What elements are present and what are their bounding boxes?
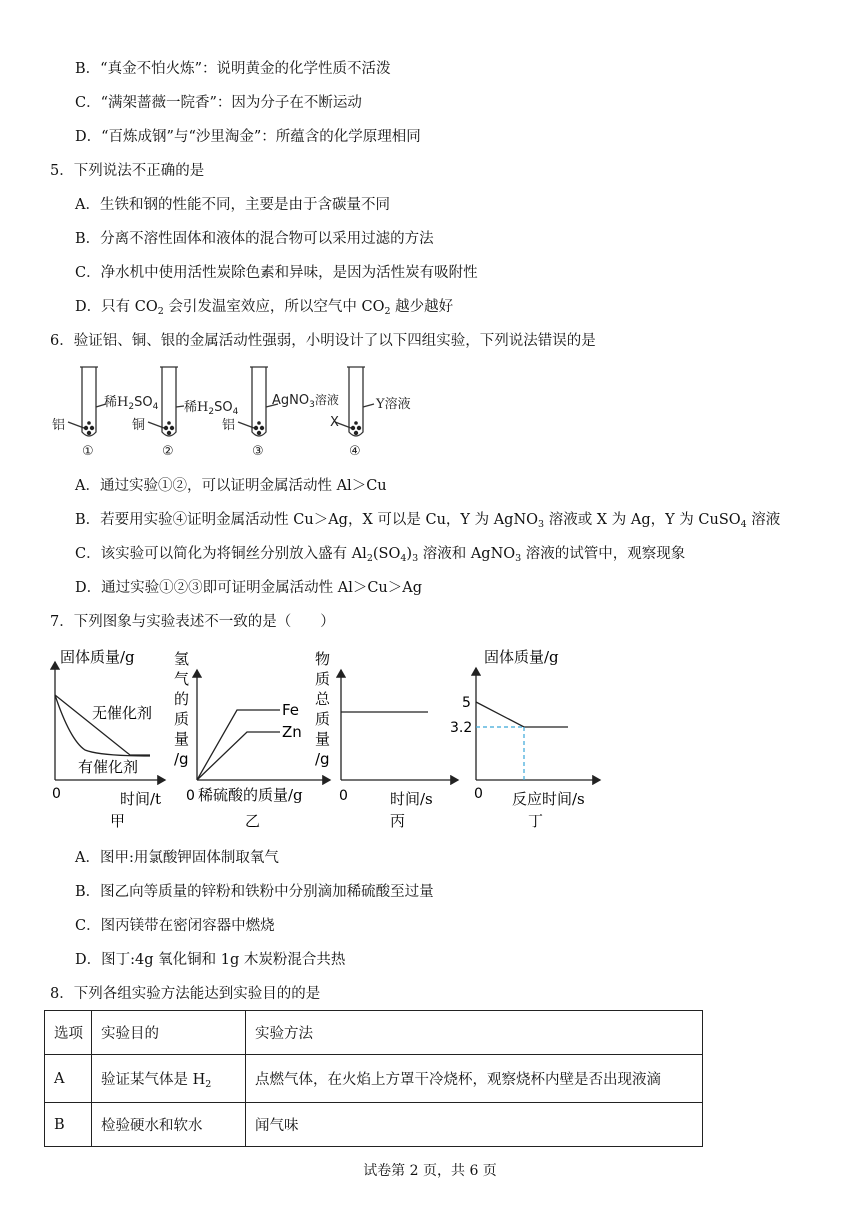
graph-jia	[52, 648, 165, 830]
svg-text:质: 质	[315, 670, 331, 688]
header-method: 实验方法	[246, 1011, 703, 1055]
table-row	[45, 1055, 703, 1103]
yi-zn-line	[197, 732, 280, 780]
q4-option-c: C．“满架蔷薇一院香”：因为分子在不断运动	[75, 95, 362, 111]
header-option: 选项	[45, 1011, 92, 1055]
graph-ding	[450, 648, 600, 830]
tube4-metal-label: X	[330, 415, 339, 430]
tube1-metal-label: 铝	[52, 418, 66, 433]
q8-table	[44, 1010, 703, 1147]
yi-zn-label: Zn	[282, 723, 302, 741]
graph-bing	[315, 650, 458, 830]
tube3-number: ③	[252, 444, 264, 459]
q5-option-d: D．只有 $CO_2$ 会引发温室效应，所以空气中 $CO_2$ 越少越好	[75, 299, 454, 317]
q6-option-a: A．通过实验①②，可以证明金属活动性 Al＞Cu	[75, 478, 387, 494]
ding-tick-3-2: 3.2	[450, 720, 473, 736]
q7-option-d: D．图丁:4g 氧化铜和 1g 木炭粉混合共热	[75, 952, 346, 968]
q4-option-b: B．“真金不怕火炼”：说明黄金的化学性质不活泼	[75, 61, 391, 77]
svg-text:量: 量	[174, 730, 190, 748]
svg-text:物: 物	[315, 650, 331, 668]
yi-x-label: 稀硫酸的质量/g	[198, 786, 303, 804]
q5-option-c: C．净水机中使用活性炭除色素和异味，是因为活性炭有吸附性	[75, 265, 478, 281]
ding-mass-line	[476, 702, 568, 727]
ding-tick-5: 5	[462, 695, 471, 711]
table-header-row	[45, 1011, 703, 1055]
svg-text:量: 量	[315, 730, 331, 748]
tube2-reagent-label: 稀$H_2SO_4$	[184, 400, 239, 417]
header-goal: 实验目的	[92, 1011, 246, 1055]
svg-text:气: 气	[174, 670, 190, 688]
row-method: 闻气味	[246, 1103, 703, 1147]
q7-stem: 7．下列图象与实验表述不一致的是（ ）	[50, 614, 335, 630]
svg-text:的: 的	[174, 690, 190, 708]
q7-option-b: B．图乙向等质量的锌粉和铁粉中分别滴加稀硫酸至过量	[75, 884, 434, 900]
row-goal: 验证某气体是 $H_2$	[92, 1055, 246, 1103]
tube2-number: ②	[162, 444, 174, 459]
q5-option-b: B．分离不溶性固体和液体的混合物可以采用过滤的方法	[75, 231, 434, 247]
graph-yi	[174, 650, 330, 830]
row-option: A	[45, 1055, 92, 1103]
tube1-reagent-label: 稀$H_2SO_4$	[104, 395, 159, 412]
q7-graphs-figure	[40, 640, 620, 832]
tube2-metal-label: 铜	[132, 418, 146, 433]
jia-line2-label: 有催化剂	[78, 758, 139, 776]
bing-title: 丙	[390, 812, 406, 830]
tube3-metal-label: 铝	[222, 418, 236, 433]
q5-stem: 5．下列说法不正确的是	[50, 163, 205, 179]
svg-text:总: 总	[315, 690, 331, 708]
ding-y-label: 固体质量/g	[484, 648, 559, 666]
svg-text:质: 质	[315, 710, 331, 728]
jia-x-label: 时间/t	[120, 790, 162, 808]
yi-title: 乙	[245, 812, 261, 830]
row-goal: 检验硬水和软水	[92, 1103, 246, 1147]
q5-option-a: A．生铁和钢的性能不同，主要是由于含碳量不同	[75, 197, 390, 213]
jia-origin: 0	[52, 786, 61, 802]
ding-x-label: 反应时间/s	[512, 790, 585, 808]
yi-fe-line	[197, 710, 280, 780]
q6-option-d: D．通过实验①②③即可证明金属活动性 Al＞Cu＞Ag	[75, 580, 423, 596]
yi-origin: 0	[186, 788, 195, 804]
jia-y-label: 固体质量/g	[60, 648, 135, 666]
ding-origin: 0	[474, 786, 483, 802]
bing-x-label: 时间/s	[390, 790, 433, 808]
q6-option-c: C．该实验可以简化为将铜丝分别放入盛有 $Al_2(SO_4)_3$ 溶液和 AgNO$_3$ 溶液的试管中，观察现象	[75, 546, 686, 564]
q4-option-d: D．“百炼成钢”与“沙里淘金”：所蕴含的化学原理相同	[75, 129, 421, 145]
q7-option-c: C．图丙镁带在密闭容器中燃烧	[75, 918, 275, 934]
q8-stem: 8．下列各组实验方法能达到实验目的的是	[50, 986, 321, 1002]
bing-y-label	[315, 650, 331, 768]
q7-option-a: A．图甲:用氯酸钾固体制取氧气	[75, 850, 279, 866]
tube4-reagent-label: Y溶液	[376, 397, 411, 412]
row-method: 点燃气体，在火焰上方罩干冷烧杯，观察烧杯内壁是否出现液滴	[246, 1055, 703, 1103]
page-footer: 试卷第 2 页，共 6 页	[363, 1163, 497, 1179]
ding-title: 丁	[528, 812, 544, 830]
svg-text:/g: /g	[174, 750, 189, 768]
tube1-number: ①	[82, 444, 94, 459]
q6-stem: 6．验证铝、铜、银的金属活动性强弱，小明设计了以下四组实验，下列说法错误的是	[50, 333, 596, 349]
yi-fe-label: Fe	[282, 701, 300, 719]
row-option: B	[45, 1103, 92, 1147]
table-row	[45, 1103, 703, 1147]
bing-origin: 0	[339, 788, 348, 804]
svg-text:氢: 氢	[174, 650, 190, 668]
tube3-reagent-label: AgNO$_3$溶液	[272, 393, 339, 410]
q6-test-tube-figure	[48, 362, 428, 460]
yi-y-label	[174, 650, 189, 768]
jia-line1-label: 无催化剂	[92, 704, 153, 722]
jia-title: 甲	[110, 812, 126, 830]
q6-option-b: B．若要用实验④证明金属活动性 Cu＞Ag，X 可以是 Cu，Y 为 AgNO$_3$ 溶液或 X 为 Ag，Y 为 CuSO$_4$ 溶液	[75, 512, 781, 530]
svg-text:质: 质	[174, 710, 190, 728]
svg-text:/g: /g	[315, 750, 330, 768]
tube4-number: ④	[349, 444, 361, 459]
